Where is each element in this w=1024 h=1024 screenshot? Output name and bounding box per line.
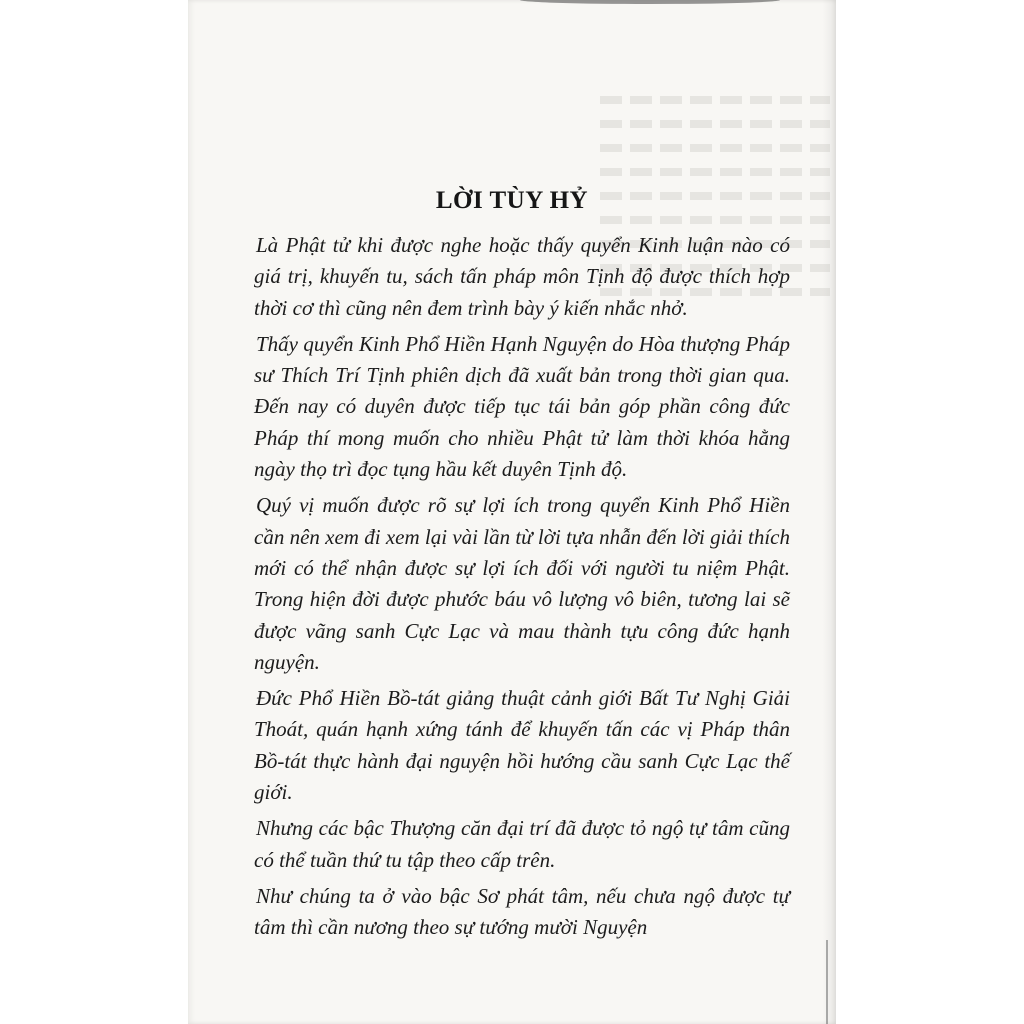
paragraph: Thấy quyển Kinh Phổ Hiền Hạnh Nguyện do Hòa thượng Pháp sư Thích Trí Tịnh phiên dịch đã xuất bản trong thời gian qua. Đến nay có duyên được tiếp tục tái bản góp phần công đức Pháp thí mong muốn cho nhiều Phật tử làm thời khóa hằng ngày thọ trì đọc tụng hầu kết duyên Tịnh độ. — [254, 331, 790, 482]
paragraph: Nhưng các bậc Thượng căn đại trí đã được tỏ ngộ tự tâm cũng có thể tuần thứ tu tập theo cấp trên. — [254, 816, 790, 872]
page-body — [254, 230, 790, 949]
paragraph: Quý vị muốn được rõ sự lợi ích trong quyển Kinh Phổ Hiền cần nên xem đi xem lại vài lần từ lời tựa nhẫn đến lời giải thích mới có thể nhận được sự lợi ích đối với người tu niệm Phật. Trong hiện đời được phước báu vô lượng vô biên, tương lai sẽ được vãng sanh Cực Lạc và mau thành tựu công đức hạnh nguyện. — [254, 493, 790, 674]
paragraph: Là Phật tử khi được nghe hoặc thấy quyển Kinh luận nào có giá trị, khuyến tu, sách tấn pháp môn Tịnh độ được thích hợp thời cơ thì cũng nên đem trình bày ý kiến nhắc nhở. — [254, 233, 790, 320]
paragraph: Như chúng ta ở vào bậc Sơ phát tâm, nếu chưa ngộ được tự tâm thì cần nương theo sự tướng mười Nguyện — [254, 883, 790, 940]
page-edge-line — [826, 940, 828, 1024]
paragraph: Đức Phổ Hiền Bồ-tát giảng thuật cảnh giới Bất Tư Nghị Giải Thoát, quán hạnh xứng tánh để khuyến tấn các vị Pháp thân Bồ-tát thực hành đại nguyện hồi hướng cầu sanh Cực Lạc thế giới. — [254, 686, 790, 805]
page-title: LỜI TÙY HỶ — [435, 186, 589, 214]
